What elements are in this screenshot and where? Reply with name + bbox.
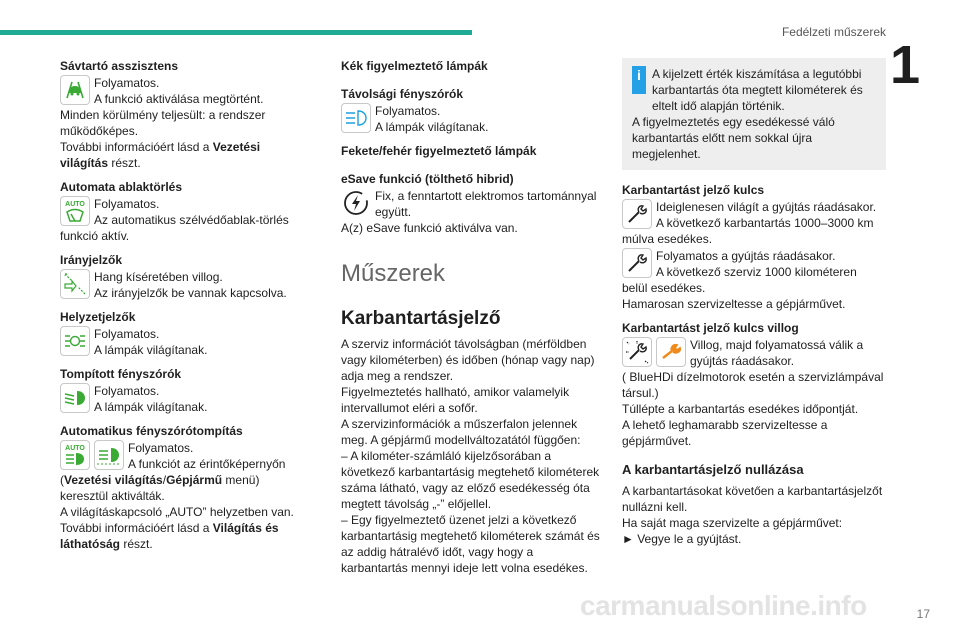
lane-assist-text-1: Minden körülmény teljesült: a rendszer működőképes. xyxy=(60,108,266,138)
column-3 xyxy=(622,58,886,547)
page-number: 17 xyxy=(916,607,930,621)
info-icon: i xyxy=(632,66,646,94)
auto-high-beam-text-2: A világításkapcsoló „AUTO” helyzetben van. xyxy=(60,505,294,519)
wrench-icon xyxy=(622,248,652,278)
auto-wiper-line-1: Folyamatos. xyxy=(94,197,160,211)
column-1 xyxy=(60,58,308,552)
position-lights-title: Helyzetjelzők xyxy=(60,310,136,324)
low-beam-line-1: Folyamatos. xyxy=(94,384,160,398)
wrench-icon xyxy=(622,199,652,229)
lane-assist-ref-link: Vezetési világítás xyxy=(60,140,261,170)
service-key-flash-text-2: Túllépte a karbantartás esedékes időpontját. xyxy=(622,402,859,416)
auto-high-beam-line-2: A funkciót az érintőképernyőn xyxy=(128,457,286,471)
menu-ref-2: Gépjármű xyxy=(166,473,223,487)
auto-high-beam-title: Automatikus fényszórótompítás xyxy=(60,424,243,438)
body-para-1: A szerviz információt távolságban (mérföldben vagy kilométerben) és időben (hónap vagy nap) adja meg a rendszer. xyxy=(341,337,595,383)
watermark: carmanualsonline.info xyxy=(580,590,867,621)
info-text-2: A figyelmeztetés egy esedékessé váló karbantartás előtt nem sokkal újra megjelenhet. xyxy=(632,115,835,161)
service-key-b4: Hamarosan szervizeltesse a gépjárművet. xyxy=(622,297,846,311)
esave-title: eSave funkció (tölthető hibrid) xyxy=(341,172,514,186)
low-beam-line-2: A lámpák világítanak. xyxy=(94,400,208,414)
auto-high-beam-icon-label: AUTO xyxy=(65,444,85,452)
position-lights-row xyxy=(60,326,308,358)
lane-assist-ref-prefix: További információért lásd a xyxy=(60,140,213,154)
auto-wiper-icon xyxy=(60,196,90,226)
esave-text: A(z) eSave funkció aktiválva van. xyxy=(341,221,518,235)
auto-wiper-title: Automata ablaktörlés xyxy=(60,180,183,194)
service-key-flash-text-1: ( BlueHDi dízelmotorok esetén a szervizlámpával társul.) xyxy=(622,370,884,400)
auto-wiper-row xyxy=(60,196,308,228)
lighting-ref-link: Világítás és láthatóság xyxy=(60,521,279,551)
menu-ref-1: Vezetési világítás xyxy=(64,473,163,487)
body-para-3: A szervizinformációk a műszerfalon jelennek meg. A gépjármű modellváltozatától függően: xyxy=(341,417,581,447)
turn-signals-line-2: Az irányjelzők be vannak kapcsolva. xyxy=(94,286,287,300)
reset-title: A karbantartásjelző nullázása xyxy=(622,462,804,477)
service-key-row-2 xyxy=(622,248,886,280)
high-beam-row xyxy=(341,103,601,135)
lane-assist-text-2 xyxy=(60,139,308,171)
reset-text-2: Ha saját maga szervizelte a gépjárművet: xyxy=(622,516,843,530)
section-title: Műszerek xyxy=(341,260,446,287)
menu-ref-suffix: menü) keresztül aktiválták. xyxy=(60,473,260,503)
position-lights-icon xyxy=(60,326,90,356)
body-para-2: Figyelmeztetés hallható, amikor valamelyik intervallumot eléri a sofőr. xyxy=(341,385,570,415)
service-key-flash-text-3: A lehető leghamarabb szervizeltesse a gépjárművet. xyxy=(622,418,828,448)
body-para-4: – A kilométer-számláló kijelzősorában a következő karbantartásig megtehető kilométerek száma látható, vagy az előző esedékesség óta megtett távolság „-” előjellel. xyxy=(341,449,600,511)
service-key-a1: Ideiglenesen világít a gyújtás ráadásakor. xyxy=(656,200,877,214)
turn-signals-line-1: Hang kíséretében villog. xyxy=(94,270,223,284)
turn-signals-row xyxy=(60,269,308,301)
service-key-flash-row xyxy=(622,337,886,369)
info-box xyxy=(622,58,886,170)
esave-line-2: együtt. xyxy=(375,205,412,219)
position-lights-line-1: Folyamatos. xyxy=(94,327,160,341)
flashing-wrench-icon xyxy=(622,337,652,367)
page-header-title: Fedélzeti műszerek xyxy=(781,25,886,39)
lane-assist-line-1: Folyamatos. xyxy=(94,76,160,90)
info-text-1: A kijelzett érték kiszámítása a legutóbbi karbantartás óta megtett kilométerek és eltelt idő alapján történik. xyxy=(652,67,863,113)
auto-high-beam-icon xyxy=(60,440,90,470)
service-key-row-1 xyxy=(622,199,886,231)
service-key-a3: múlva esedékes. xyxy=(622,232,713,246)
auto-wiper-icon-label: AUTO xyxy=(65,200,85,208)
service-key-flash-title: Karbantartást jelző kulcs villog xyxy=(622,321,799,335)
auto-high-beam-row xyxy=(60,440,308,472)
low-beam-row xyxy=(60,383,308,415)
menu-ref-sep: / xyxy=(162,473,167,487)
body-para-5: – Egy figyelmeztető üzenet jelzi a következő karbantartásig megtehető kilométerek számát és az addig hátralévő időt, vagy hogy a karbantartás mennyi ideje lett volna esedékes. xyxy=(341,513,600,575)
lane-assist-ref-suffix: részt. xyxy=(108,156,141,170)
service-key-a2: A következő karbantartás 1000–3000 km xyxy=(656,216,874,230)
lighting-ref-prefix: További információért lásd a xyxy=(60,521,213,535)
auto-high-beam-text-1 xyxy=(60,472,308,504)
low-beam-title: Tompított fényszórók xyxy=(60,367,182,381)
orange-wrench-icon xyxy=(656,337,686,367)
position-lights-line-2: A lámpák világítanak. xyxy=(94,343,208,357)
lighting-ref-suffix: részt. xyxy=(120,537,153,551)
low-beam-icon xyxy=(60,383,90,413)
lane-assist-title: Sávtartó asszisztens xyxy=(60,59,179,73)
turn-signal-arrows-icon xyxy=(60,269,90,299)
reset-text-1: A karbantartásokat követően a karbantartásjelzőt nullázni kell. xyxy=(622,484,883,514)
column-2 xyxy=(341,58,601,576)
auto-wiper-text: funkció aktív. xyxy=(60,229,130,243)
chapter-number: 1 xyxy=(889,35,920,95)
service-key-flash-line-1: Villog, majd folyamatossá válik a xyxy=(690,338,864,352)
reset-text-3: ► Vegye le a gyújtást. xyxy=(622,532,742,546)
auto-high-beam-line-1: Folyamatos. xyxy=(128,441,194,455)
esave-line-1: Fix, a fenntartott elektromos tartománnyal xyxy=(375,189,597,203)
auto-wiper-line-2: Az automatikus szélvédőablak-törlés xyxy=(94,213,289,227)
esave-icon xyxy=(341,188,371,218)
header-accent-bar xyxy=(0,30,472,35)
service-key-flash-line-2: gyújtás ráadásakor. xyxy=(690,354,795,368)
subsection-title: Karbantartásjelző xyxy=(341,308,501,329)
lane-assist-row xyxy=(60,75,308,107)
high-beam-title: Távolsági fényszórók xyxy=(341,87,464,101)
lane-assist-warning-icon xyxy=(60,75,90,105)
service-key-b1: Folyamatos a gyújtás ráadásakor. xyxy=(656,249,836,263)
lane-assist-line-2: A funkció aktiválása megtörtént. xyxy=(94,92,264,106)
blue-warning-lamps-title: Kék figyelmeztető lámpák xyxy=(341,59,488,73)
service-key-b2: A következő szerviz 1000 kilométeren xyxy=(656,265,857,279)
black-white-lamps-title: Fekete/fehér figyelmeztető lámpák xyxy=(341,144,537,158)
service-key-title: Karbantartást jelző kulcs xyxy=(622,183,765,197)
paren-open: ( xyxy=(60,473,64,487)
service-key-b3: belül esedékes. xyxy=(622,281,706,295)
auto-high-beam-text-3 xyxy=(60,520,308,552)
high-beam-assist-icon xyxy=(94,440,124,470)
high-beam-line-1: Folyamatos. xyxy=(375,104,441,118)
turn-signals-title: Irányjelzők xyxy=(60,253,123,267)
high-beam-icon xyxy=(341,103,371,133)
esave-row xyxy=(341,188,601,220)
high-beam-line-2: A lámpák világítanak. xyxy=(375,120,489,134)
